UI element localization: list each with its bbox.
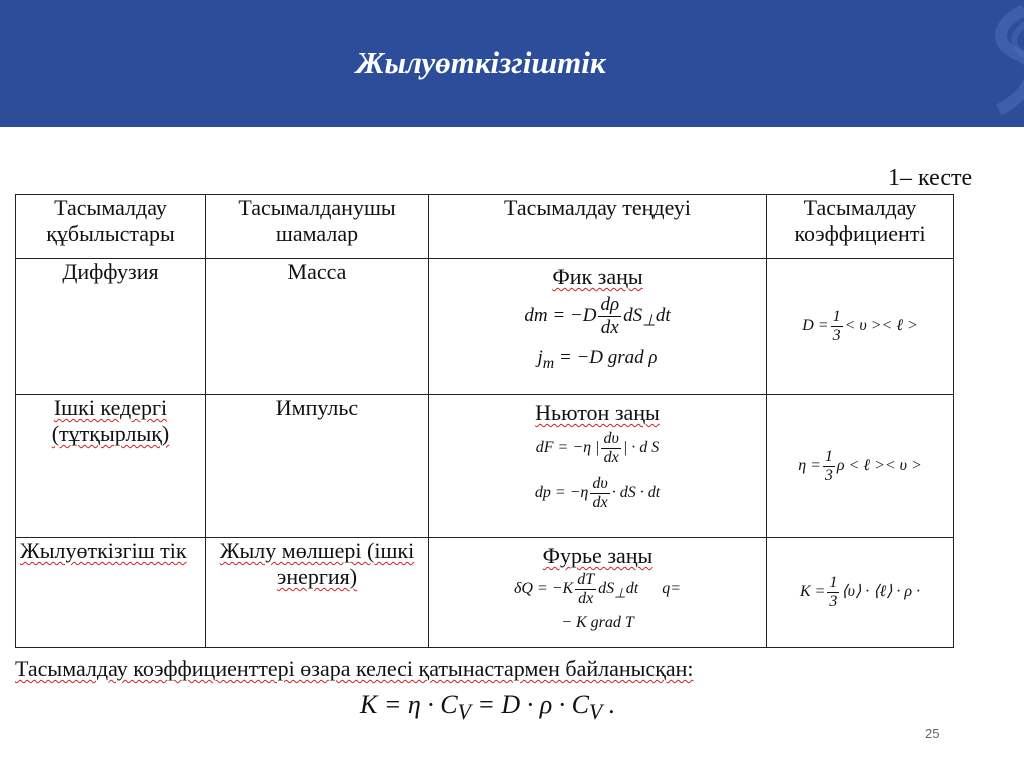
page-number: 25 [925, 726, 940, 741]
equation-cell [429, 538, 767, 648]
equation-2: $j_m = -D$ grad ρ [537, 347, 658, 372]
header-phenomena: Тасымалдау құбылыстары [16, 195, 206, 259]
quantity-cell: Жылу мөлшері (ішкі энергия) [206, 538, 429, 648]
logo-icon [974, 0, 1024, 127]
equation-cell [429, 395, 767, 538]
quantity-cell: Масса [206, 259, 429, 395]
header-equation: Тасымалдау теңдеуі [429, 195, 767, 259]
table-row [16, 259, 954, 395]
equation-1: dm = −D $\frac{d\rho}{dx}$ $dS_\perp dt$ [524, 294, 671, 338]
coefficient-cell [767, 395, 954, 538]
footer-formula: $K = \eta \cdot C_V = D \cdot \rho \cdot C_V$ . [360, 690, 616, 725]
equation-2: − K grad T [561, 614, 634, 631]
equation-1: dF = −η | $\frac{d\upsilon}{dx}$ | · d S [535, 430, 660, 466]
table-header-row [16, 195, 954, 259]
law-name: Ньютон заңы [535, 400, 660, 425]
header-coefficient: Тасымалдау коэффициенті [767, 195, 954, 259]
table-caption: 1– кесте [888, 165, 973, 191]
transport-table [15, 194, 954, 648]
coefficient-formula: K = $\frac{1}{3}$ ⟨υ⟩ · ⟨ℓ⟩ · ρ · [799, 574, 921, 610]
equation-1: δQ = −K $\frac{dT}{dx}$ $dS_\perp dt$ q= [513, 571, 682, 607]
slide-header [0, 0, 1024, 127]
law-name: Фурье заңы [542, 543, 653, 568]
quantity-cell: Импульс [206, 395, 429, 538]
coefficient-formula: η = $\frac{1}{3}$ ρ < ℓ >< υ > [798, 447, 922, 484]
phenomenon-cell: Диффузия [16, 259, 206, 395]
footer-text: Тасымалдау коэффициенттері өзара келесі қатынастармен байланысқан: [15, 656, 694, 681]
law-name: Фик заңы [552, 264, 643, 289]
coefficient-formula: D = $\frac{1}{3}$ < υ >< ℓ > [802, 308, 918, 344]
coefficient-cell [767, 259, 954, 395]
table-row [16, 538, 954, 648]
phenomenon-cell: Жылуөткізгіш тік [16, 538, 206, 648]
slide-title: Жылуөткізгіштік [356, 45, 606, 80]
equation-cell [429, 259, 767, 395]
coefficient-cell [767, 538, 954, 648]
table-row [16, 395, 954, 538]
phenomenon-cell: Ішкі кедергі (тұтқырлық) [16, 395, 206, 538]
equation-2: dp = −η $\frac{d\upsilon}{dx}$ · dS · dt [534, 475, 661, 511]
header-quantities: Тасымалданушы шамалар [206, 195, 429, 259]
